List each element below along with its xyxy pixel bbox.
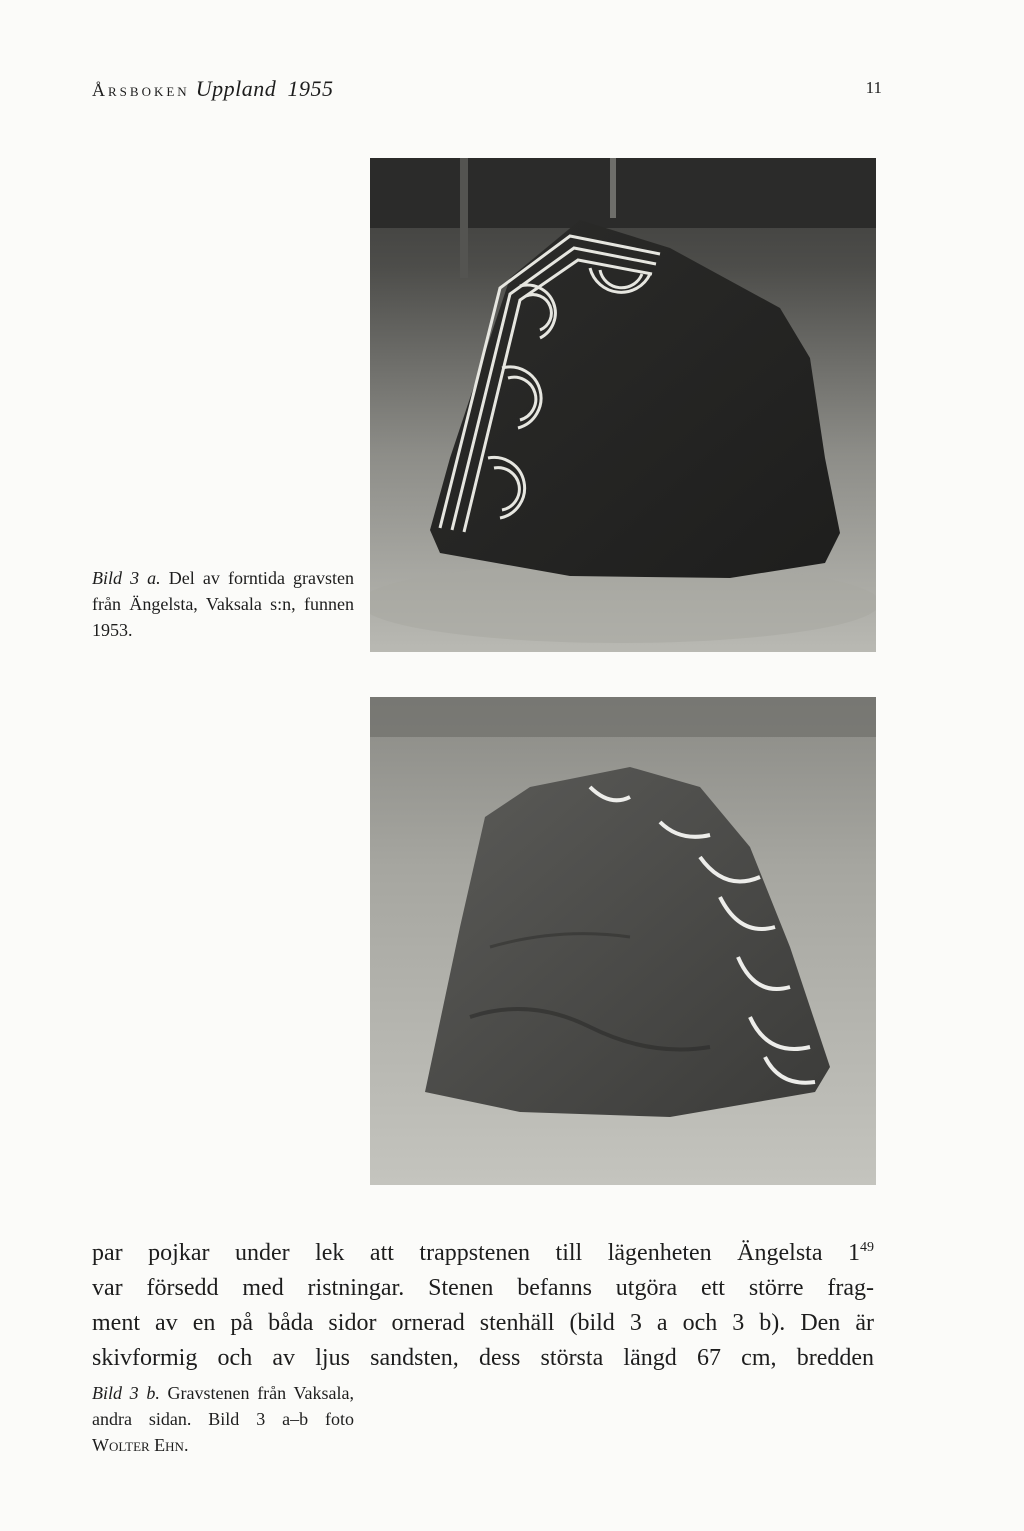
figure-3b-caption-end: . — [183, 1435, 189, 1455]
figure-3b-photographer: Wolter Ehn — [92, 1435, 184, 1455]
gravestone-photo-a — [370, 158, 876, 652]
figure-3a-photo — [370, 158, 876, 652]
body-line-1 — [92, 1230, 874, 1271]
body-line-1-text: par pojkar under lek att trappstenen till lägenheten Ängelsta 1 — [92, 1240, 860, 1266]
figure-3b-ref: Bild 3 b. — [92, 1383, 160, 1403]
journal-subtitle: Uppland — [195, 76, 277, 101]
figure-3b-caption — [92, 1380, 354, 1458]
body-line-2: var försedd med ristningar. Stenen befanns utgöra ett större frag- — [92, 1275, 874, 1301]
page-number: 11 — [865, 78, 882, 97]
figure-3b-caption-text: Gravstenen från Vaksala, andra sidan. Bild 3 a–b foto — [92, 1383, 354, 1429]
journal-title — [92, 76, 333, 102]
body-line-4: skivformig och av ljus sandsten, dess största längd 67 cm, bredden — [92, 1345, 874, 1371]
body-paragraph — [92, 1230, 874, 1376]
figure-3a-caption — [92, 565, 354, 643]
figure-3b-photo — [370, 697, 876, 1185]
running-header — [92, 76, 882, 108]
journal-name: Årsboken — [92, 80, 190, 100]
figure-3a-ref: Bild 3 a. — [92, 568, 161, 588]
gravestone-photo-b — [370, 697, 876, 1185]
journal-year: 1955 — [287, 76, 334, 101]
body-line-3: ment av en på båda sidor ornerad stenhäll (bild 3 a och 3 b). Den är — [92, 1310, 874, 1336]
figure-3a-caption-text: Del av forntida gravsten från Ängelsta, Vaksala s:n, funnen 1953. — [92, 568, 354, 640]
footnote-ref: 49 — [860, 1240, 874, 1255]
